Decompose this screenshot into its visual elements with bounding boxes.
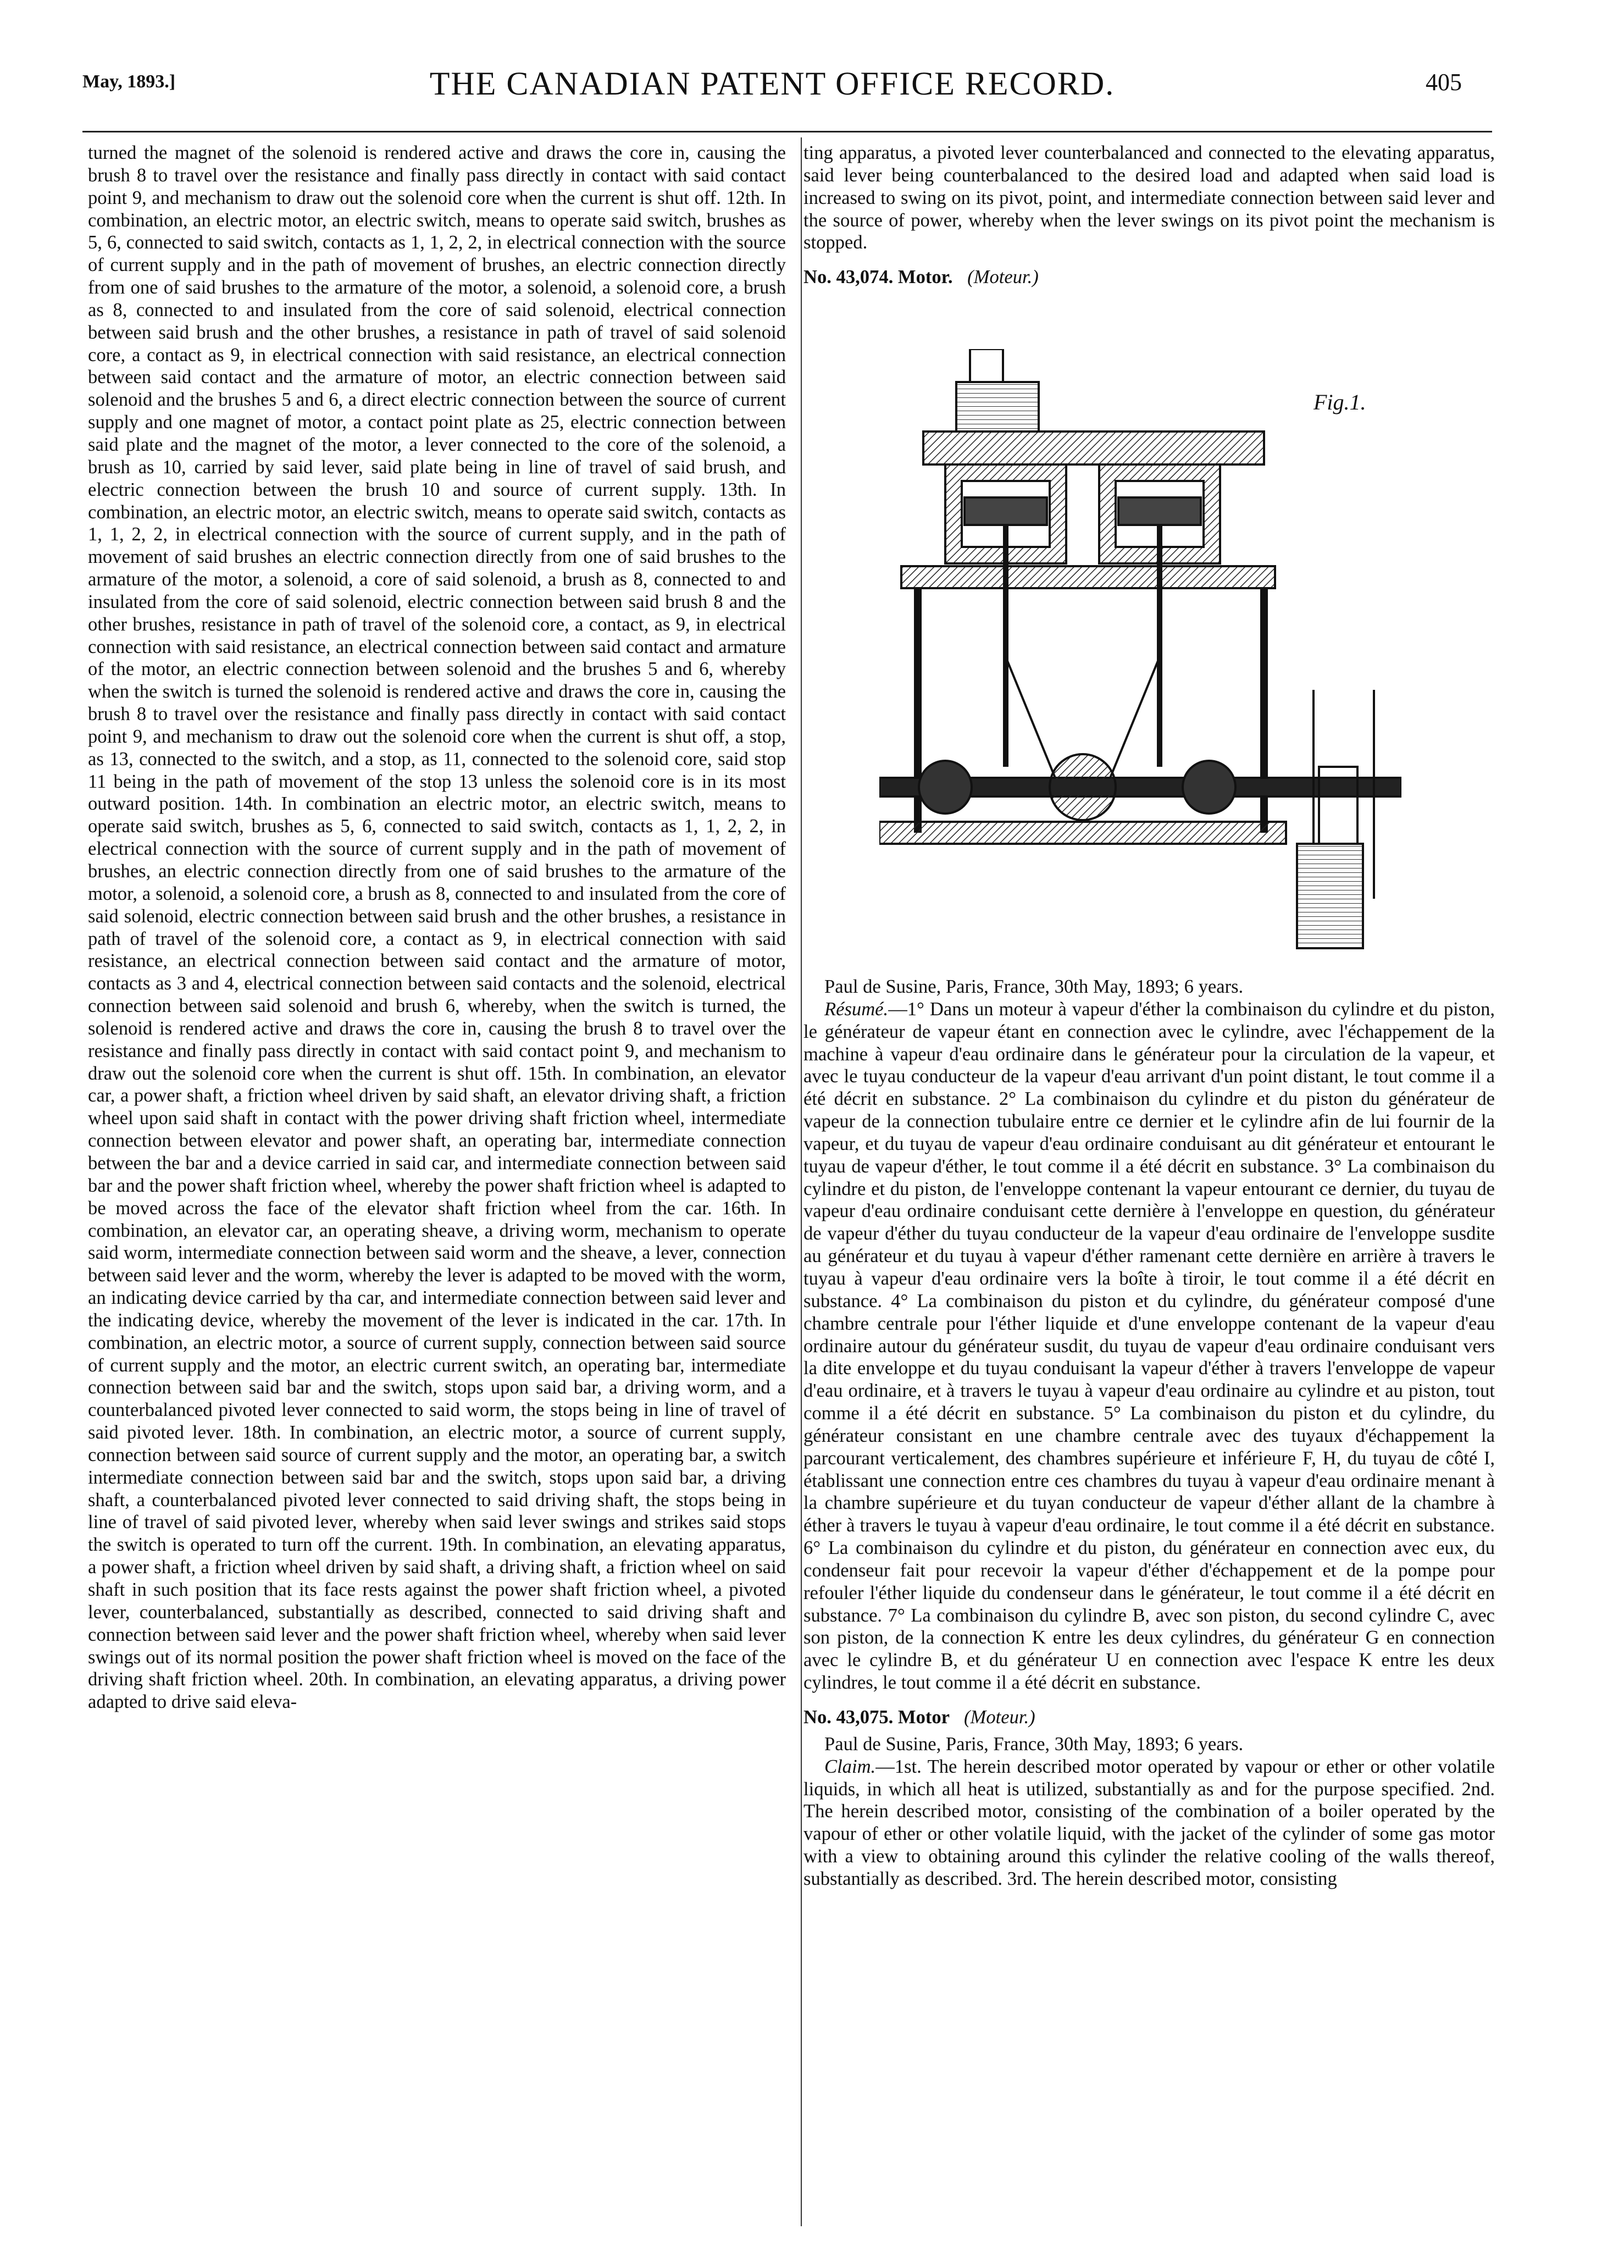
patent-number-title: No. 43,074. Motor. bbox=[803, 267, 953, 288]
journal-title: THE CANADIAN PATENT OFFICE RECORD. bbox=[429, 65, 1115, 102]
claim-label: Claim. bbox=[824, 1756, 876, 1777]
inventor-line-43075: Paul de Susine, Paris, France, 30th May, 1893; 6 years. bbox=[824, 1733, 1244, 1755]
motor-engraving-figure bbox=[879, 349, 1401, 965]
page-header bbox=[82, 65, 1462, 109]
left-column bbox=[88, 142, 786, 1713]
right-column-top bbox=[803, 142, 1495, 293]
page-number: 405 bbox=[1426, 69, 1462, 96]
header-rule bbox=[82, 131, 1492, 132]
patent-heading-43075 bbox=[803, 1706, 1495, 1729]
patent-number-title-2: No. 43,075. Motor bbox=[803, 1707, 950, 1728]
column-divider bbox=[801, 137, 802, 2226]
resume-label: Résumé. bbox=[824, 998, 889, 1020]
inventor-line-43074: Paul de Susine, Paris, France, 30th May, 1893; 6 years. bbox=[824, 976, 1244, 997]
issue-date: May, 1893.] bbox=[82, 71, 176, 92]
claim-text: —1st. The herein described motor operated by vapour or ether or other volatile liquids, in which all heat is utilized, substantially as and for the purpose specified. 2nd. The herein described motor, consisting of the combination of a boiler operated by the vapour of ether or other volatile liquid, with the jacket of the cylinder of some gas motor with a view to obtaining around this cylinder the relative cooling of the walls thereof, substantially as described. 3rd. The herein described motor, consisting bbox=[803, 1756, 1495, 1889]
patent-heading-43074 bbox=[803, 266, 1495, 289]
french-title: (Moteur.) bbox=[967, 267, 1039, 288]
resume-text: —1° Dans un moteur à vapeur d'éther la combinaison du cylindre et du piston, le générateur de vapeur étant en connection avec le cylindre, avec l'échappement de la machine à vapeur d'eau ordinaire dans le générateur pour la circulation de la vapeur, et avec le tuyau conducteur de la vapeur d'eau arrivant d'un point distant, le tout comme il a été décrit en substance. 2° La combinaison du cylindre et du piston du générateur de vapeur de la connection tubulaire entre ce dernier et le cylindre afin de lui fournir de la vapeur, et du tuyau de vapeur d'eau ordinaire conduisant au dit générateur et entourant le tuyau de vapeur d'éther, le tout comme il a été décrit en substance. 3° La combinaison du cylindre et du piston, de l'enveloppe contenant la vapeur entourant ce dernier, du tuyau de vapeur d'eau ordinaire conduisant cette dernière à l'enveloppe en question, du générateur de vapeur d'éther du tuyau conducteur de la vapeur d'eau ordinaire de l'enveloppe susdite au générateur et du tuyau à vapeur d'éther ramenant cette dernière en arrière à travers le tuyau à vapeur d'eau ordinaire vers la boîte à tiroir, le tout comme il a été décrit en substance. 4° La combinaison du piston et du cylindre, du générateur composé d'une chambre centrale pour l'éther liquide et d'une enveloppe contenant de la vapeur d'eau ordinaire autour du générateur susdit, du tuyau de vapeur d'eau ordinaire conduisant vers la dite enveloppe et du tuyau conduisant la vapeur d'éther à travers l'enveloppe de vapeur d'eau ordinaire, et à travers le tuyau à vapeur d'eau ordinaire au cylindre et au piston, tout comme il a été décrit en substance. 5° La combinaison du piston et du cylindre, du générateur consistant en une chambre centrale avec des tuyaux d'échappement la parcourant verticalement, des chambres supérieure et inférieure F, H, du tuyau de côté I, établissant une connection entre ces chambres du tuyau à vapeur d'eau ordinaire menant à la chambre supérieure et du tuyan conducteur de vapeur d'éther allant de la chambre à éther à travers le tuyau à vapeur d'eau ordinaire, le tout comme il a été décrit en substance. 6° La combinaison du cylindre et du piston, du générateur en connection avec eux, du condenseur fait pour recevoir la vapeur d'éther d'échappement et de la pompe pour refouler l'éther liquide du condenseur dans le générateur, le tout comme il a été décrit en substance. 7° La combinaison du cylindre B, avec son piston, du second cylindre C, avec son piston, de la connection K entre les deux cylindres, du générateur G en connection avec le cylindre B, et du générateur U en connection avec l'espace K entre les deux cylindres, le tout comme il a été décrit en substance. bbox=[803, 998, 1495, 1694]
claim-paragraph bbox=[803, 1756, 1495, 1890]
claims-continued-text: turned the magnet of the solenoid is rendered active and draws the core in, causing the brush 8 to travel over the resistance and finally pass directly in contact with said contact point 9, and mechanism to draw out the solenoid core when the current is shut off. 12th. In combination, an electric motor, an electric switch, means to operate said switch, brushes as 5, 6, connected to said switch, contacts as 1, 1, 2, 2, in electrical connection with the source of current supply and in the path of movement of brushes, an electric connection directly from one of said brushes to the armature of the motor, a solenoid, a solenoid core, a brush as 8, connected to and insulated from the core of said solenoid, electrical connection between said brush and the other brushes, a resistance in path of travel of said solenoid core, a contact as 9, in electrical connection with said resistance, an electrical connection between said contact and the armature of motor, an electric connection between said solenoid and the brushes 5 and 6, a direct electric connection between the source of current supply and one magnet of motor, a contact point plate as 25, electric connection between said plate and the magnet of the motor, a lever connected to the core of the solenoid, a brush as 10, carried by said lever, said plate being in line of travel of said brush, and electric connection between the brush 10 and source of current supply. 13th. In combination, an electric motor, an electric switch, means to operate said switch, contacts as 1, 1, 2, 2, in electrical connection with the source of current supply, and in the path of movement of said brushes an electric connection directly from one of said brushes to the armature of the motor, a solenoid, a core of said solenoid, a brush as 8, connected to and insulated from the core of said solenoid, electric connection between said brush 8 and the other brushes, resistance in path of travel of the solenoid core, a contact, as 9, in electrical connection with said resistance, an electrical connection between said contact and armature of the motor, an electric connection between solenoid and the brushes 5 and 6, whereby when the switch is turned the solenoid is rendered active and draws the core in, causing the brush 8 to travel over the resistance and finally pass directly in contact with said contact point 9, and mechanism to draw out the solenoid core when the current is shut off, a stop, as 13, connected to the switch, and a stop, as 11, connected to the solenoid core, said stop 11 being in the path of movement of the stop 13 unless the solenoid core is in its most outward position. 14th. In combination an electric motor, an electric switch, means to operate said switch, brushes as 5, 6, connected to said switch, contacts as 1, 1, 2, 2, in electrical connection with the source of current supply and in the path of movement of brushes, an electric connection directly from one of said brushes to the armature of the motor, a solenoid, a solenoid core, a brush as 8, connected to and insulated from the core of said solenoid, electric connection between said brush and the other brushes, a resistance in path of travel of the solenoid core, a contact as 9, in electrical connection with said resistance, an electrical connection between said contact and the armature of motor, contacts as 3 and 4, electrical connection between said contacts and the solenoid, electrical connection between said solenoid and brush 6, whereby, when the switch is turned, the solenoid is rendered active and draws the core in, causing the brush 8 to travel over the resistance and finally pass directly in contact with said contact point 9, and mechanism to draw out the solenoid core when the current is shut off. 15th. In combination, an elevator car, a power shaft, a friction wheel driven by said shaft, an elevator driving shaft, a friction wheel upon said shaft in contact with the power driving shaft friction wheel, intermediate connection between elevator and power shaft, an operating bar, intermediate connection between the bar and a device carried in said car, and intermediate connection between said bar and the power shaft friction wheel, whereby the power shaft friction wheel is adapted to be moved across the face of the elevator shaft friction wheel from the car. 16th. In combination, an elevator car, an operating sheave, a driving worm, mechanism to operate said worm, intermediate connection between said worm and the sheave, a lever, connection between said lever and the worm, whereby the lever is adapted to be moved with the worm, an indicating device carried by tha car, and intermediate connection between said lever and the indicating device, whereby the movement of the lever is indicated in the car. 17th. In combination, an electric motor, a source of current supply, connection between said source of current supply and the motor, an electric current switch, an operating bar, intermediate connection between said bar and the switch, stops upon said bar, a driving worm, and a counterbalanced pivoted lever connected to said worm, the stops being in line of travel of said pivoted lever. 18th. In combination, an electric motor, a source of current supply, connection between said source of current supply and the motor, an operating bar, a switch intermediate connection between said bar and the switch, stops upon said bar, a driving shaft, a counterbalanced pivoted lever connected to said driving shaft, the stops being in line of travel of said pivoted lever, whereby when said lever swings and strikes said stops the switch is operated to turn off the current. 19th. In combination, an elevating apparatus, a power shaft, a friction wheel driven by said shaft, a driving shaft, a friction wheel on said shaft in such position that its face rests against the power shaft friction wheel, a pivoted lever, counterbalanced, substantially as described, connected to said driving shaft and connection between said lever and the power shaft friction wheel, whereby when said lever swings out of its normal position the power shaft friction wheel is moved on the face of the driving shaft friction wheel. 20th. In combination, an elevating apparatus, a driving power adapted to drive said eleva- bbox=[88, 142, 786, 1713]
right-column-bottom bbox=[803, 976, 1495, 1890]
resume-paragraph bbox=[803, 998, 1495, 1694]
claim-continuation-text: ting apparatus, a pivoted lever counterbalanced and connected to the elevating apparatus, said lever being counterbalanced to the desired load and adapted when said load is increased to swing on its pivot, point, and intermediate connection between said lever and the source of power, whereby when the lever swings on its pivot point the mechanism is stopped. bbox=[803, 142, 1495, 253]
figure-label: Fig.1. bbox=[1313, 390, 1366, 414]
french-title-2: (Moteur.) bbox=[964, 1707, 1035, 1728]
